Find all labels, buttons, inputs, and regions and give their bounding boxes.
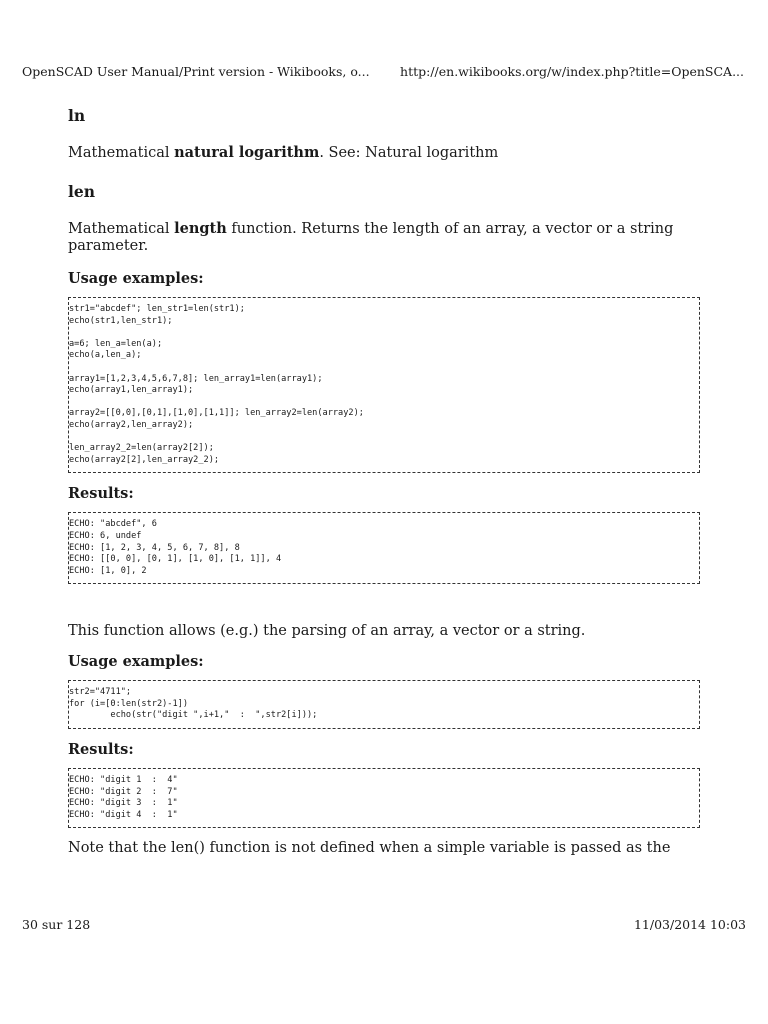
ln-description xyxy=(68,144,700,162)
ln-desc-bold: natural logarithm xyxy=(174,144,320,161)
header-url: http://en.wikibooks.org/w/index.php?title=OpenSCA... xyxy=(400,64,744,79)
ln-desc-prefix: Mathematical xyxy=(68,145,175,161)
usage-code-block: str1="abcdef"; len_str1=len(str1); echo(str1,len_str1); a=6; len_a=len(a); echo(a,len_a); array1=[1,2,3,4,5,6,7,8]; len_array1=len(array1); echo(array1,len_array1); array2=[[0,0],[0,1],[1,0],[1,1]]; len_array2=len(array2); echo(array2,len_array2); len_array2_2=len(array2[2]); echo(array2[2],len_array2_2); xyxy=(68,297,700,473)
results-heading: Results: xyxy=(68,485,134,503)
len-description xyxy=(68,220,700,255)
section-title-len: len xyxy=(68,182,96,201)
len-desc-suffix: function. Returns the length of an array, a vector or a string parameter. xyxy=(68,221,674,254)
header-page-title: OpenSCAD User Manual/Print version - Wikibooks, o... xyxy=(22,64,370,79)
footer-datetime: 11/03/2014 10:03 xyxy=(633,917,746,932)
section-title-ln: ln xyxy=(68,106,86,125)
print-header xyxy=(22,64,744,82)
parse-description: This function allows (e.g.) the parsing of an array, a vector or a string. xyxy=(68,623,586,640)
ln-desc-mid: . See: xyxy=(319,145,366,161)
results-heading-2: Results: xyxy=(68,741,134,759)
usage-examples-heading-2: Usage examples: xyxy=(68,653,204,671)
natural-logarithm-link[interactable]: Natural logarithm xyxy=(365,145,499,161)
len-desc-bold: length xyxy=(174,220,227,237)
usage-examples-heading: Usage examples: xyxy=(68,270,204,287)
results-code-block: ECHO: "abcdef", 6 ECHO: 6, undef ECHO: [1, 2, 3, 4, 5, 6, 7, 8], 8 ECHO: [[0, 0], [0, 1], [1, 0], [1, 1]], 4 ECHO: [1, 0], 2 xyxy=(68,512,700,584)
page-content xyxy=(68,104,700,857)
results-code-block-2: ECHO: "digit 1 : 4" ECHO: "digit 2 : 7" ECHO: "digit 3 : 1" ECHO: "digit 4 : 1" xyxy=(68,768,700,828)
len-desc-prefix: Mathematical xyxy=(68,221,175,237)
print-footer xyxy=(22,917,746,932)
usage-code-block-2: str2="4711"; for (i=[0:len(str2)-1]) echo(str("digit ",i+1," : ",str2[i])); xyxy=(68,680,700,729)
footer-page-number: 30 sur 128 xyxy=(22,917,91,932)
note-text: Note that the len() function is not defined when a simple variable is passed as the xyxy=(68,840,671,857)
